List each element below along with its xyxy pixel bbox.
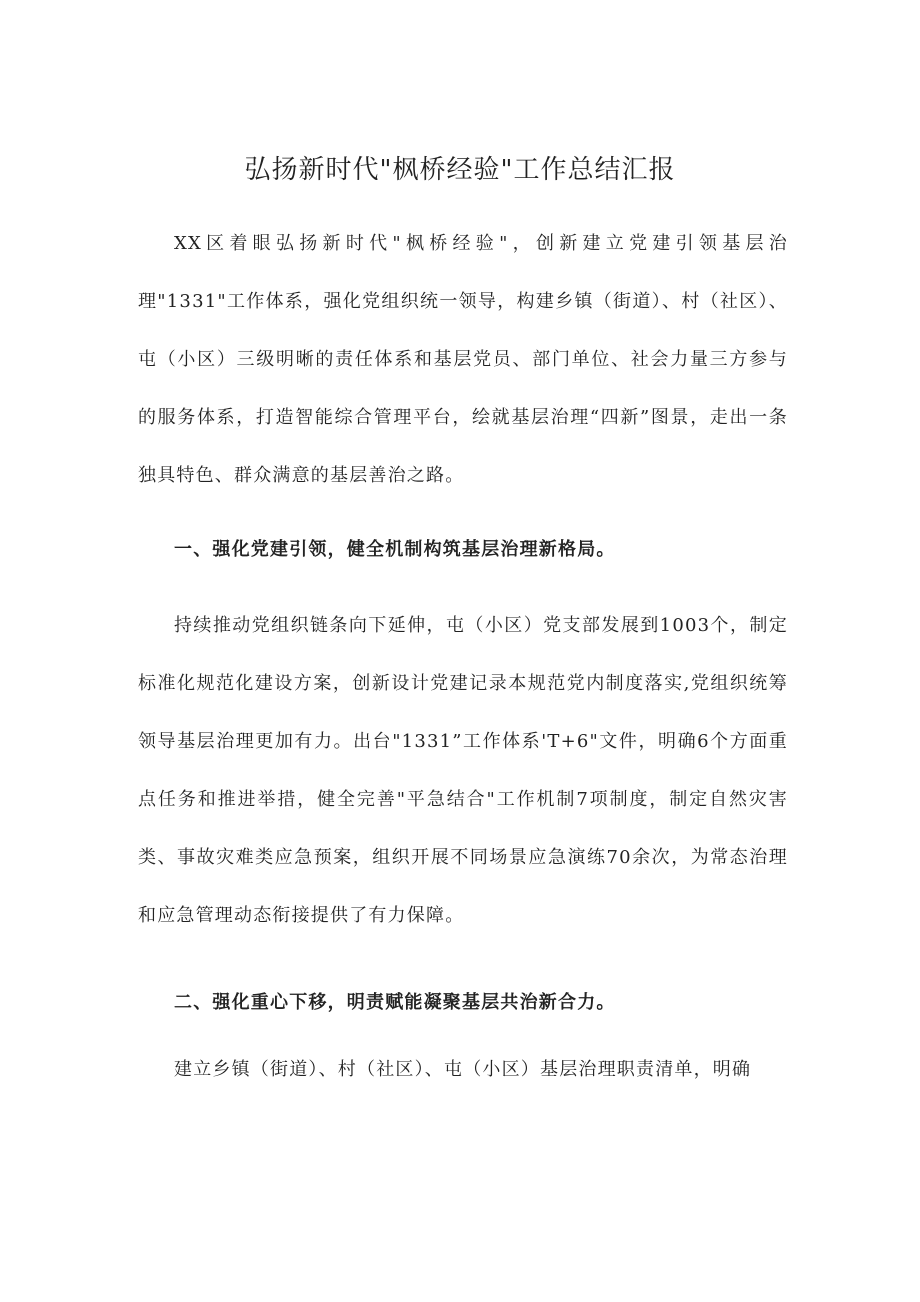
section-1-heading: 一、强化党建引领，健全机制构筑基层治理新格局。: [174, 539, 616, 560]
section-1-paragraph: 持续推动党组织链条向下延伸，屯（小区）党支部发展到1003个，制定标准化规范化建设方案，创新设计党建记录本规范党内制度落实,党组织统筹领导基层治理更加有力。出台"1331”工作体系'T+6"文件，明确6个方面重点任务和推进举措，健全完善"平急结合"工作机制7项制度，制定自然灾害类、事故灾难类应急预案，组织开展不同场景应急演练70余次，为常态治理和应急管理动态衔接提供了有力保障。: [138, 615, 788, 926]
section-2-paragraph: 建立乡镇（街道）、村（社区）、屯（小区）基层治理职责清单，明确: [174, 1059, 752, 1080]
section-2-heading: 二、强化重心下移，明责赋能凝聚基层共治新合力。: [174, 992, 616, 1013]
intro-paragraph: XX区着眼弘扬新时代"枫桥经验"，创新建立党建引领基层治理"1331"工作体系，强化党组织统一领导，构建乡镇（街道）、村（社区）、屯（小区）三级明晰的责任体系和基层党员、部门单位、社会力量三方参与的服务体系，打造智能综合管理平台，绘就基层治理“四新”图景，走出一条独具特色、群众满意的基层善治之路。: [138, 233, 788, 486]
document-title: 弘扬新时代"枫桥经验"工作总结汇报: [244, 155, 676, 185]
